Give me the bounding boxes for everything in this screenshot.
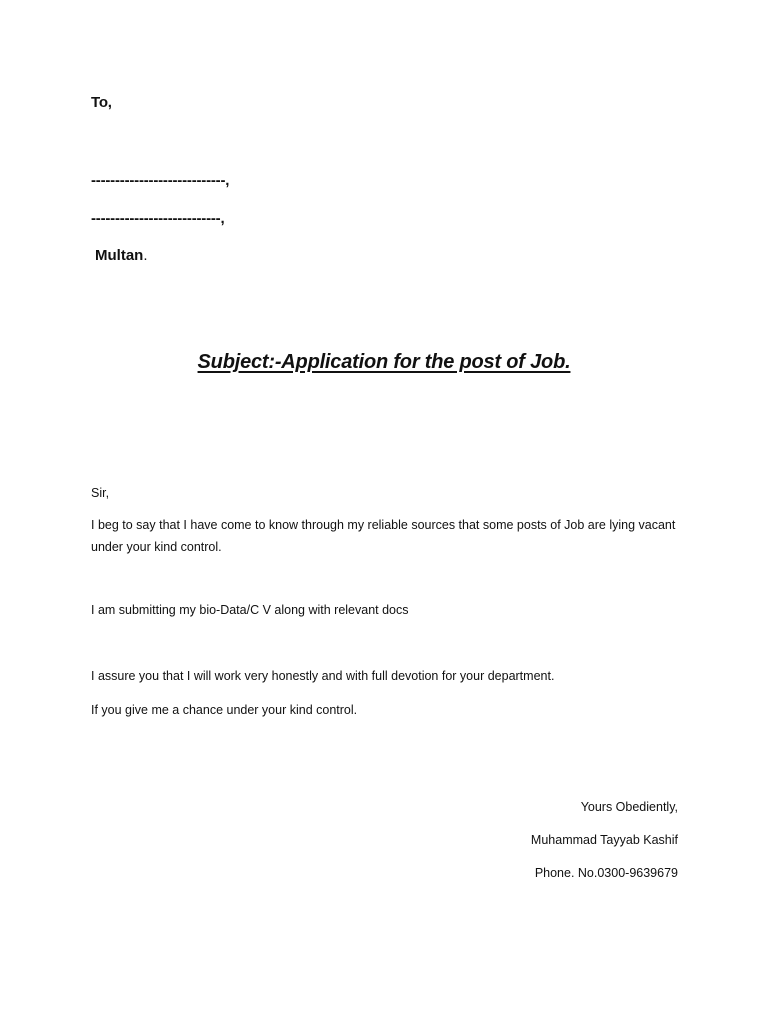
body-paragraph-4: If you give me a chance under your kind control.	[91, 703, 358, 717]
signer-phone: Phone. No.0300-9639679	[534, 866, 678, 880]
body-paragraph-3: I assure you that I will work very honestly and with full devotion for your department.	[91, 669, 555, 683]
body-paragraph-1: I beg to say that I have come to know through my reliable sources that some posts of Job are lying vacant under your kind control.	[91, 518, 676, 554]
city-name: Multan	[95, 247, 144, 264]
address-line-2: ---------------------------,	[91, 210, 225, 227]
city-punct: .	[143, 247, 148, 264]
body-paragraph-2: I am submitting my bio-Data/C V along with relevant docs	[91, 603, 409, 617]
recipient-to: To,	[91, 94, 112, 111]
letter-subject: Subject:-Application for the post of Job.	[197, 351, 571, 373]
closing-text: Yours Obediently,	[580, 800, 678, 814]
address-line-1: ----------------------------,	[91, 172, 230, 189]
address-city	[95, 247, 148, 264]
salutation: Sir,	[91, 486, 110, 500]
signer-name: Muhammad Tayyab Kashif	[530, 833, 678, 847]
